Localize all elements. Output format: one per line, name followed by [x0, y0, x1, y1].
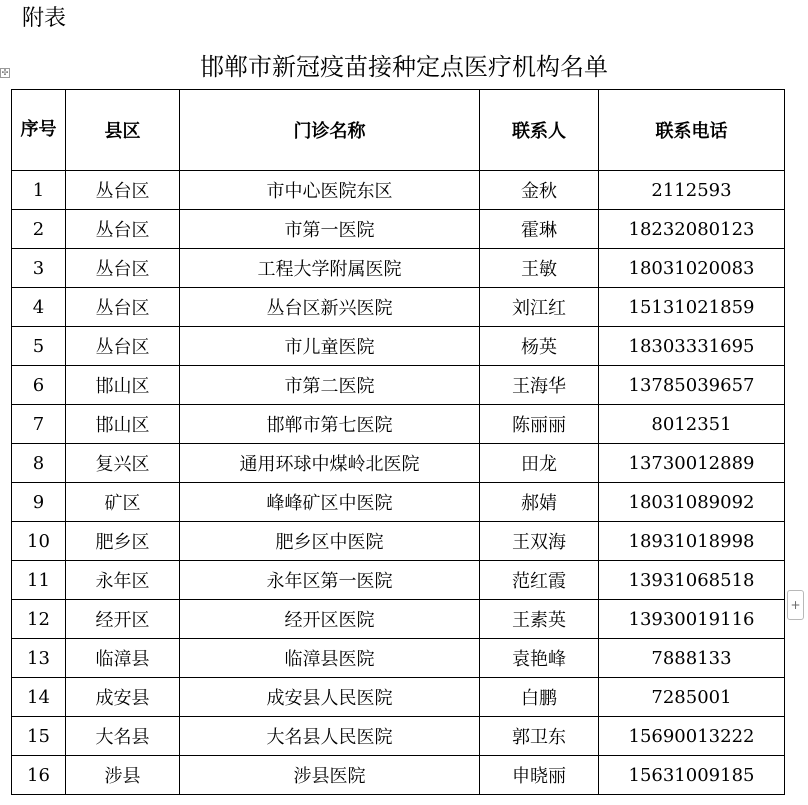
cell-phone: 2112593 [599, 171, 785, 210]
cell-contact: 刘江红 [480, 288, 599, 327]
cell-phone: 15131021859 [599, 288, 785, 327]
cell-phone: 18232080123 [599, 210, 785, 249]
cell-phone: 18031089092 [599, 483, 785, 522]
cell-phone: 13931068518 [599, 561, 785, 600]
cell-contact: 金秋 [480, 171, 599, 210]
cell-district: 涉县 [66, 756, 180, 795]
cell-contact: 王敏 [480, 249, 599, 288]
table-row [12, 210, 785, 249]
cell-contact: 郭卫东 [480, 717, 599, 756]
document-title: 邯郸市新冠疫苗接种定点医疗机构名单 [200, 53, 608, 81]
cell-seq: 4 [12, 288, 66, 327]
cell-phone: 18931018998 [599, 522, 785, 561]
cell-contact: 袁艳峰 [480, 639, 599, 678]
cell-phone: 7285001 [599, 678, 785, 717]
cell-clinic: 成安县人民医院 [180, 678, 480, 717]
cell-seq: 11 [12, 561, 66, 600]
cell-seq: 15 [12, 717, 66, 756]
header-seq: 序号 [12, 90, 66, 171]
header-clinic: 门诊名称 [180, 90, 480, 171]
cell-clinic: 市第二医院 [180, 366, 480, 405]
cell-district: 肥乡区 [66, 522, 180, 561]
cell-seq: 12 [12, 600, 66, 639]
cell-phone: 13730012889 [599, 444, 785, 483]
cell-seq: 2 [12, 210, 66, 249]
cell-phone: 18031020083 [599, 249, 785, 288]
cell-clinic: 市中心医院东区 [180, 171, 480, 210]
table-header-row [12, 90, 785, 171]
cell-clinic: 丛台区新兴医院 [180, 288, 480, 327]
cell-contact: 霍琳 [480, 210, 599, 249]
table-row [12, 717, 785, 756]
table-row [12, 522, 785, 561]
cell-contact: 杨英 [480, 327, 599, 366]
cell-contact: 郝婧 [480, 483, 599, 522]
cell-contact: 白鹏 [480, 678, 599, 717]
cell-district: 邯山区 [66, 366, 180, 405]
cell-district: 成安县 [66, 678, 180, 717]
cell-seq: 9 [12, 483, 66, 522]
header-phone: 联系电话 [599, 90, 785, 171]
cell-clinic: 经开区医院 [180, 600, 480, 639]
table-row [12, 249, 785, 288]
cell-district: 丛台区 [66, 171, 180, 210]
cell-clinic: 市儿童医院 [180, 327, 480, 366]
table-row [12, 561, 785, 600]
cell-clinic: 大名县人民医院 [180, 717, 480, 756]
cell-contact: 陈丽丽 [480, 405, 599, 444]
cell-seq: 10 [12, 522, 66, 561]
cell-clinic: 市第一医院 [180, 210, 480, 249]
table-row [12, 639, 785, 678]
cell-phone: 15690013222 [599, 717, 785, 756]
cell-seq: 13 [12, 639, 66, 678]
cell-clinic: 临漳县医院 [180, 639, 480, 678]
table-row [12, 327, 785, 366]
table-row [12, 444, 785, 483]
cell-district: 丛台区 [66, 288, 180, 327]
cell-seq: 7 [12, 405, 66, 444]
table-row [12, 288, 785, 327]
cell-contact: 申晓丽 [480, 756, 599, 795]
table-row [12, 678, 785, 717]
cell-district: 永年区 [66, 561, 180, 600]
table-row [12, 483, 785, 522]
cell-phone: 8012351 [599, 405, 785, 444]
cell-contact: 王海华 [480, 366, 599, 405]
cell-phone: 7888133 [599, 639, 785, 678]
table-row [12, 171, 785, 210]
cell-seq: 14 [12, 678, 66, 717]
cell-seq: 3 [12, 249, 66, 288]
cell-clinic: 涉县医院 [180, 756, 480, 795]
cell-district: 丛台区 [66, 210, 180, 249]
cell-seq: 8 [12, 444, 66, 483]
add-row-icon[interactable]: + [787, 590, 804, 620]
cell-contact: 范红霞 [480, 561, 599, 600]
cell-district: 经开区 [66, 600, 180, 639]
table-body [12, 171, 785, 795]
cell-clinic: 工程大学附属医院 [180, 249, 480, 288]
cell-phone: 13785039657 [599, 366, 785, 405]
cell-district: 临漳县 [66, 639, 180, 678]
cell-seq: 5 [12, 327, 66, 366]
table-row [12, 366, 785, 405]
cell-clinic: 邯郸市第七医院 [180, 405, 480, 444]
appendix-label: 附表 [22, 6, 67, 31]
cell-clinic: 永年区第一医院 [180, 561, 480, 600]
table-row [12, 600, 785, 639]
vaccination-sites-table [11, 89, 785, 795]
cell-phone: 13930019116 [599, 600, 785, 639]
cell-seq: 1 [12, 171, 66, 210]
cell-seq: 6 [12, 366, 66, 405]
cell-district: 丛台区 [66, 249, 180, 288]
table-row [12, 405, 785, 444]
header-contact: 联系人 [480, 90, 599, 171]
cell-contact: 王双海 [480, 522, 599, 561]
cell-seq: 16 [12, 756, 66, 795]
table-move-handle-icon[interactable]: ✣ [1, 68, 9, 77]
cell-clinic: 峰峰矿区中医院 [180, 483, 480, 522]
cell-contact: 田龙 [480, 444, 599, 483]
cell-phone: 18303331695 [599, 327, 785, 366]
cell-district: 丛台区 [66, 327, 180, 366]
cell-district: 邯山区 [66, 405, 180, 444]
cell-district: 矿区 [66, 483, 180, 522]
cell-clinic: 通用环球中煤岭北医院 [180, 444, 480, 483]
table-row [12, 756, 785, 795]
cell-contact: 王素英 [480, 600, 599, 639]
header-district: 县区 [66, 90, 180, 171]
cell-phone: 15631009185 [599, 756, 785, 795]
cell-clinic: 肥乡区中医院 [180, 522, 480, 561]
cell-district: 复兴区 [66, 444, 180, 483]
cell-district: 大名县 [66, 717, 180, 756]
